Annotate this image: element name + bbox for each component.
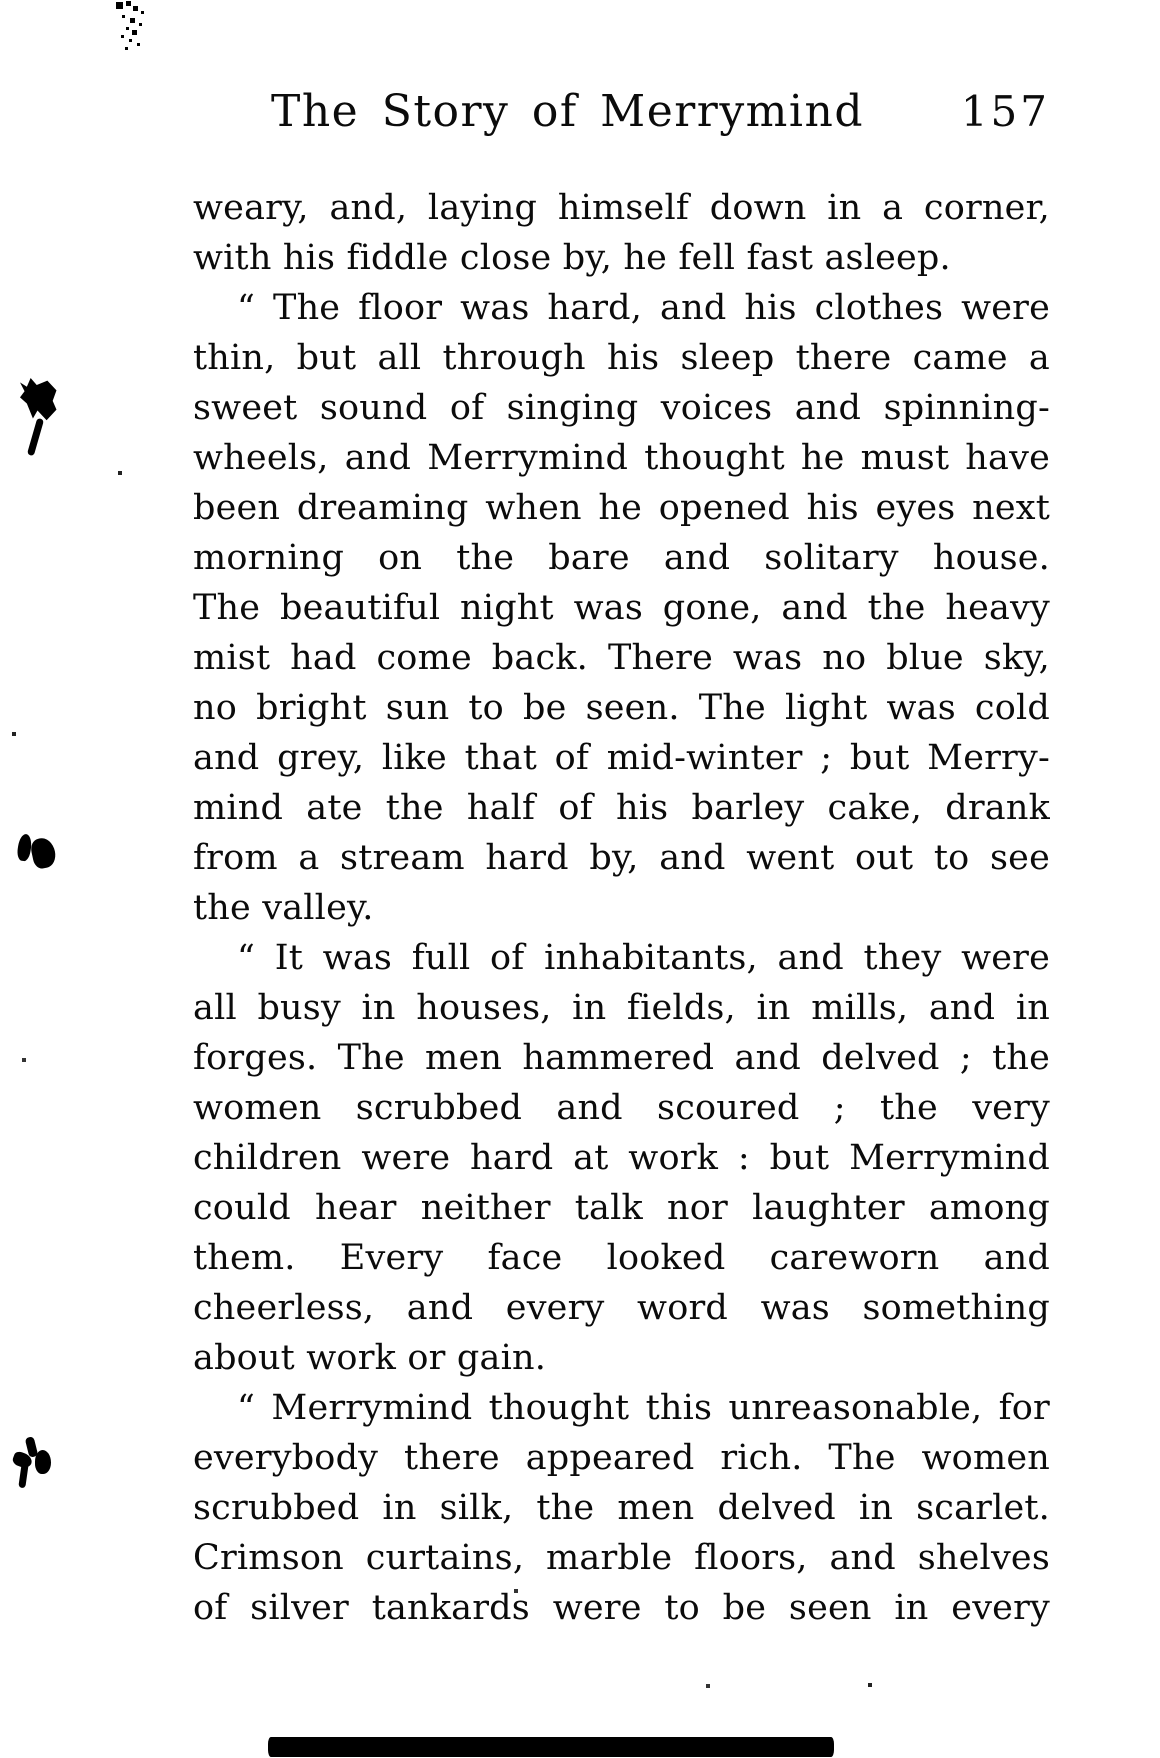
page-header [193,86,1050,137]
page-text-block [193,183,1050,1633]
page-number: 157 [960,87,1050,136]
text-line: them. Every face looked careworn and [193,1238,1050,1278]
text-line: Crimson curtains, marble floors, and shelves [193,1538,1050,1578]
text-line: cheerless, and every word was something [193,1288,1050,1328]
text-line: women scrubbed and scoured ; the very [193,1088,1050,1128]
text-line: The beautiful night was gone, and the heavy [193,588,1050,628]
text-line: could hear neither talk nor laughter among [193,1188,1050,1228]
scanner-edge-artifact [268,1737,834,1757]
text-line: morning on the bare and solitary house. [193,538,1050,578]
margin-ink-blot-1 [20,378,58,422]
text-line: everybody there appeared rich. The women [193,1438,1050,1478]
text-line: mind ate the half of his barley cake, drank [193,788,1050,828]
text-line: and grey, like that of mid-winter ; but Merry- [193,738,1050,778]
margin-ink-blot-2-lobe [29,836,58,870]
text-line: “ The floor was hard, and his clothes were [237,288,1050,328]
text-line: mist had come back. There was no blue sky, [193,638,1050,678]
text-line: sweet sound of singing voices and spinning- [193,388,1050,428]
text-line: “ Merrymind thought this unreasonable, for [237,1388,1050,1428]
text-line: all busy in houses, in fields, in mills, and in [193,988,1050,1028]
text-line: weary, and, laying himself down in a corner, [193,188,1050,228]
text-line: thin, but all through his sleep there came a [193,338,1050,378]
margin-ink-blot-1-tail [27,418,44,456]
text-line: the valley. [193,888,374,928]
text-line: of silver tankards were to be seen in every [193,1588,1050,1628]
text-line: wheels, and Merrymind thought he must have [193,438,1050,478]
text-line: been dreaming when he opened his eyes next [193,488,1050,528]
scan-dust-specks [0,0,2,2]
text-line: about work or gain. [193,1338,547,1378]
text-line: with his fiddle close by, he fell fast asleep. [193,238,951,278]
text-line: forges. The men hammered and delved ; the [193,1038,1050,1078]
margin-ink-blot-3-lobe [35,1450,51,1474]
text-line: no bright sun to be seen. The light was cold [193,688,1050,728]
text-line: from a stream hard by, and went out to see [193,838,1050,878]
text-line: “ It was full of inhabitants, and they were [237,938,1050,978]
text-line: scrubbed in silk, the men delved in scarlet. [193,1488,1050,1528]
text-line: children were hard at work : but Merrymind [193,1138,1050,1178]
running-title: The Story of Merrymind [271,86,864,137]
